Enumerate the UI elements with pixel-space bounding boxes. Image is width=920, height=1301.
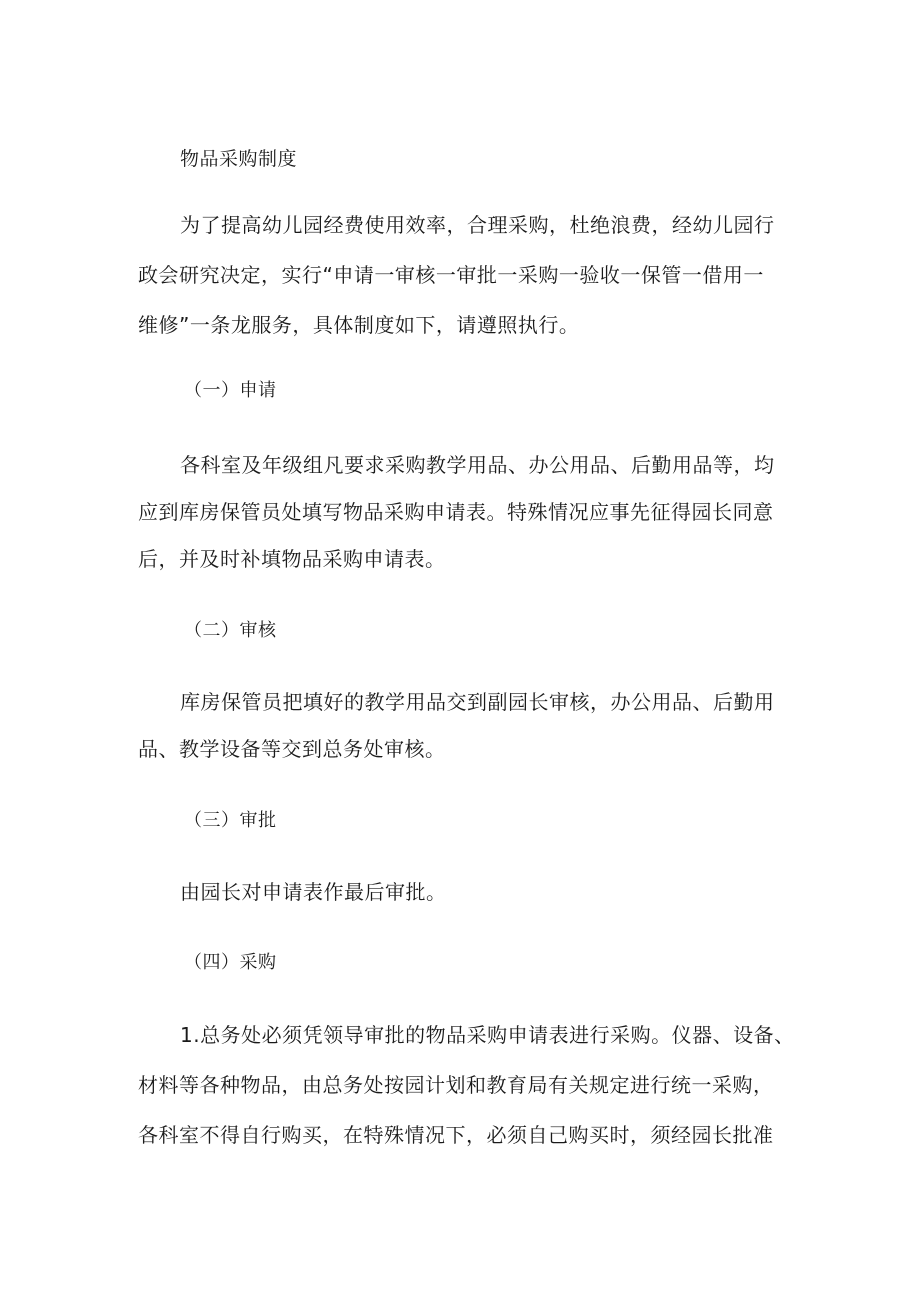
section-heading-review: （二）审核 [184, 620, 277, 641]
section-heading-purchase: （四）采购 [184, 952, 277, 973]
section-line: 后，并及时补填物品采购申请表。 [138, 547, 446, 571]
section-heading-approve: （三）审批 [184, 810, 277, 831]
section-line: 品、教学设备等交到总务处审核。 [138, 737, 446, 761]
intro-line: 政会研究决定，实行“申请一审核一审批一采购一验收一保管一借用一 [138, 263, 764, 287]
intro-line: 为了提高幼儿园经费使用效率，合理采购，杜绝浪费，经幼儿园行 [180, 213, 775, 237]
section-line: 应到库房保管员处填写物品采购申请表。特殊情况应事先征得园长同意 [138, 500, 774, 524]
document-title: 物品采购制度 [180, 148, 298, 170]
section-line: 各科室不得自行购买，在特殊情况下，必须自己购买时，须经园长批准 [138, 1123, 774, 1147]
section-line: 库房保管员把填好的教学用品交到副园长审核，办公用品、后勤用 [180, 690, 775, 714]
intro-line: 维修”一条龙服务，具体制度如下，请遵照执行。 [138, 313, 580, 337]
section-line: 1.总务处必须凭领导审批的物品采购申请表进行采购。仪器、设备、 [180, 1023, 795, 1047]
section-heading-apply: （一）申请 [184, 380, 277, 401]
section-line: 材料等各种物品，由总务处按园计划和教育局有关规定进行统一采购， [138, 1073, 774, 1097]
section-line: 各科室及年级组凡要求采购教学用品、办公用品、后勤用品等，均 [180, 453, 775, 477]
section-line: 由园长对申请表作最后审批。 [180, 880, 447, 904]
